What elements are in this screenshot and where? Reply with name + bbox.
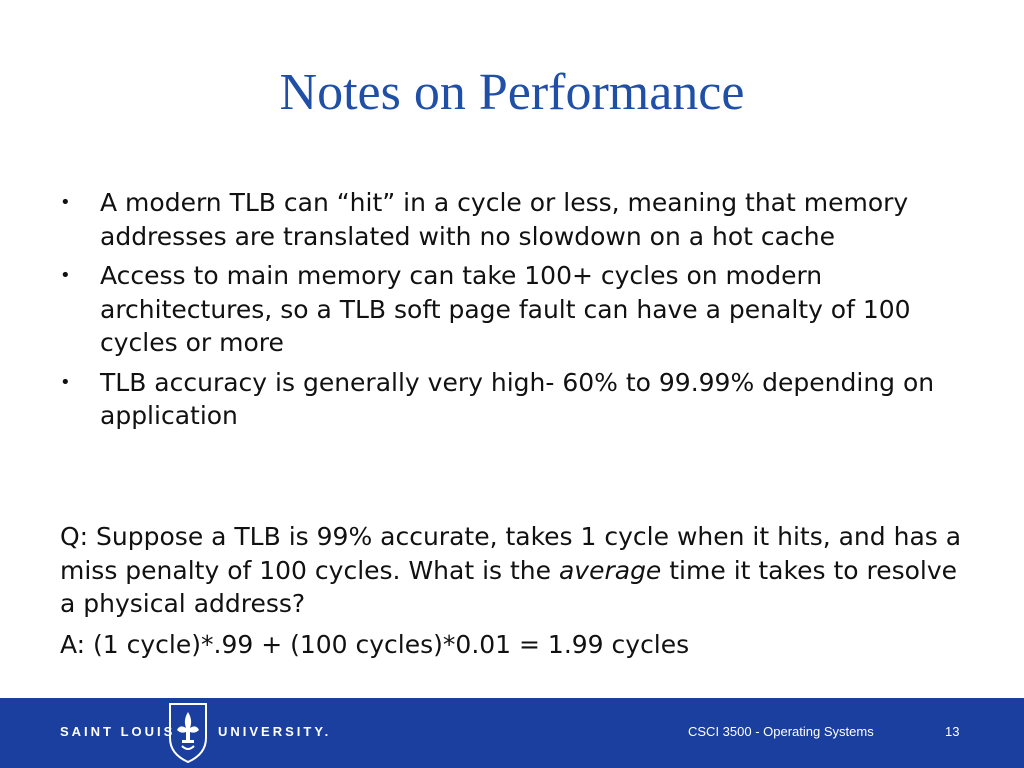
bullet-text: Access to main memory can take 100+ cycles on modern architectures, so a TLB soft page fault can have a penalty of 100 cycles or more [100, 261, 911, 357]
bullet-item [60, 259, 980, 360]
bullet-text: A modern TLB can “hit” in a cycle or less, meaning that memory addresses are translated with no slowdown on a hot cache [100, 188, 909, 251]
bullet-marker: • [60, 192, 71, 213]
university-name-left: SAINT LOUIS [60, 724, 176, 739]
question-answer-block [60, 520, 980, 668]
bullet-marker: • [60, 265, 71, 286]
footer-bar [0, 698, 1024, 768]
question-part-1: Q: Suppose a TLB is 99% accurate, takes 1 cycle when it hits, and has a miss penalty of 100 cycles. What is the [60, 522, 962, 585]
page-number: 13 [945, 724, 960, 739]
bullet-item [60, 366, 980, 433]
answer-text: A: (1 cycle)*.99 + (100 cycles)*0.01 = 1.99 cycles [60, 629, 690, 659]
question-italic-word: average [558, 555, 662, 585]
course-label: CSCI 3500 - Operating Systems [688, 724, 874, 739]
bullet-list [60, 186, 980, 439]
fleur-de-lis-crest-icon [166, 700, 210, 764]
bullet-marker: • [60, 371, 71, 393]
slide-title: Notes on Performance [279, 64, 745, 121]
university-name-right: UNIVERSITY. [218, 724, 332, 739]
bullet-text: TLB accuracy is generally very high- 60% to 99.99% depending on application [100, 367, 935, 430]
question-part-2: time it takes to resolve a physical address? [60, 555, 958, 618]
question-text [60, 520, 980, 621]
bullet-item [60, 186, 980, 253]
